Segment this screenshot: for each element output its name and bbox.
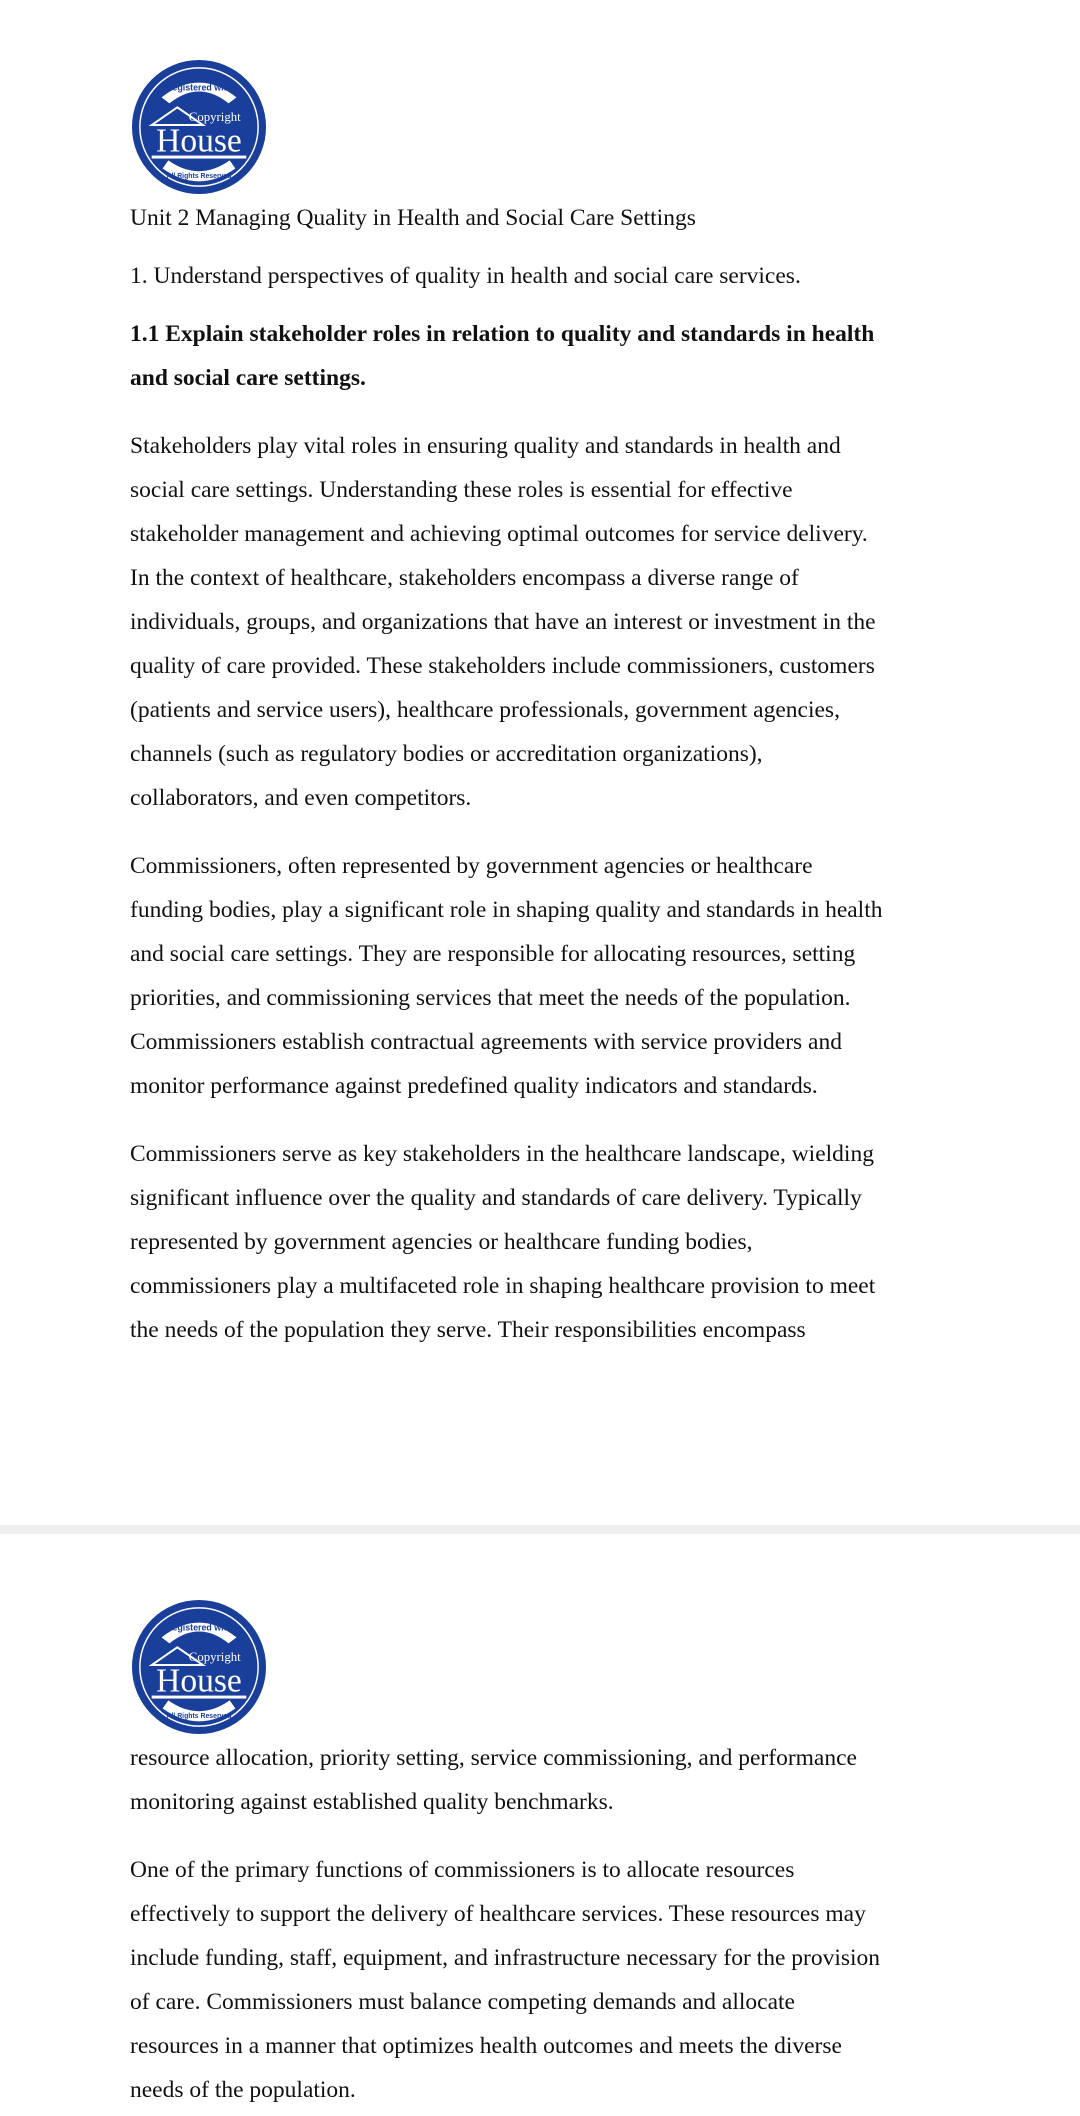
text-line: Stakeholders play vital roles in ensuring quality and standards in health and: [130, 433, 841, 459]
paragraph: [130, 1848, 950, 2112]
logo-bottom-text: All Rights Reserved: [166, 173, 232, 181]
text-line: effectively to support the delivery of healthcare services. These resources may: [130, 1901, 866, 1927]
text-line: needs of the population.: [130, 2077, 356, 2103]
text-line: 1.1 Explain stakeholder roles in relation to quality and standards in health: [130, 321, 875, 347]
text-line: collaborators, and even competitors.: [130, 785, 472, 811]
text-line: (patients and service users), healthcare professionals, government agencies,: [130, 697, 840, 723]
logo-top-text: Registered with: [166, 1622, 232, 1633]
logo-main-text: House: [156, 122, 242, 160]
text-line: resource allocation, priority setting, service commissioning, and performance: [130, 1745, 857, 1771]
text-line: and social care settings. They are responsible for allocating resources, setting: [130, 941, 856, 967]
logo-main-text: House: [156, 1662, 242, 1700]
copyright-house-logo-icon: [130, 58, 268, 196]
text-line: resources in a manner that optimizes health outcomes and meets the diverse: [130, 2033, 842, 2059]
text-line: Commissioners serve as key stakeholders in the healthcare landscape, wielding: [130, 1141, 874, 1167]
text-line: significant influence over the quality and standards of care delivery. Typically: [130, 1185, 862, 1211]
text-line: stakeholder management and achieving optimal outcomes for service delivery.: [130, 521, 868, 547]
section-heading: 1. Understand perspectives of quality in health and social care services.: [130, 263, 801, 289]
document-page-2: [0, 1534, 1080, 2116]
page-2-content: [130, 1598, 950, 2112]
text-line: One of the primary functions of commissioners is to allocate resources: [130, 1857, 795, 1883]
page-1-content: [130, 58, 950, 1352]
paragraph: [130, 844, 950, 1108]
text-line: priorities, and commissioning services that meet the needs of the population.: [130, 985, 851, 1011]
logo-top-text: Registered with: [166, 82, 232, 93]
text-line: Commissioners establish contractual agreements with service providers and: [130, 1029, 842, 1055]
text-line: individuals, groups, and organizations that have an interest or investment in the: [130, 609, 876, 635]
text-line: quality of care provided. These stakeholders include commissioners, customers: [130, 653, 875, 679]
text-line: social care settings. Understanding these roles is essential for effective: [130, 477, 793, 503]
text-line: commissioners play a multifaceted role in shaping healthcare provision to meet: [130, 1273, 876, 1299]
paragraph: [130, 1736, 950, 1824]
logo-middle-text: Copyright: [188, 1650, 241, 1665]
copyright-house-logo-icon: [130, 1598, 268, 1736]
text-line: the needs of the population they serve. Their responsibilities encompass: [130, 1317, 806, 1343]
text-line: Commissioners, often represented by government agencies or healthcare: [130, 853, 813, 879]
logo-middle-text: Copyright: [188, 110, 241, 125]
text-line: monitor performance against predefined quality indicators and standards.: [130, 1073, 818, 1099]
subsection-heading: [130, 312, 950, 400]
paragraph: [130, 424, 950, 820]
text-line: monitoring against established quality benchmarks.: [130, 1789, 614, 1815]
text-line: In the context of healthcare, stakeholders encompass a diverse range of: [130, 565, 799, 591]
text-line: funding bodies, play a significant role in shaping quality and standards in health: [130, 897, 883, 923]
text-line: and social care settings.: [130, 365, 366, 391]
text-line: include funding, staff, equipment, and infrastructure necessary for the provision: [130, 1945, 881, 1971]
paragraph: [130, 1132, 950, 1352]
logo-bottom-text: All Rights Reserved: [166, 1713, 232, 1721]
text-line: channels (such as regulatory bodies or accreditation organizations),: [130, 741, 763, 767]
text-line: of care. Commissioners must balance competing demands and allocate: [130, 1989, 795, 2015]
text-line: represented by government agencies or healthcare funding bodies,: [130, 1229, 753, 1255]
page-separator: [0, 1525, 1080, 1534]
document-title: Unit 2 Managing Quality in Health and Social Care Settings: [130, 205, 696, 231]
